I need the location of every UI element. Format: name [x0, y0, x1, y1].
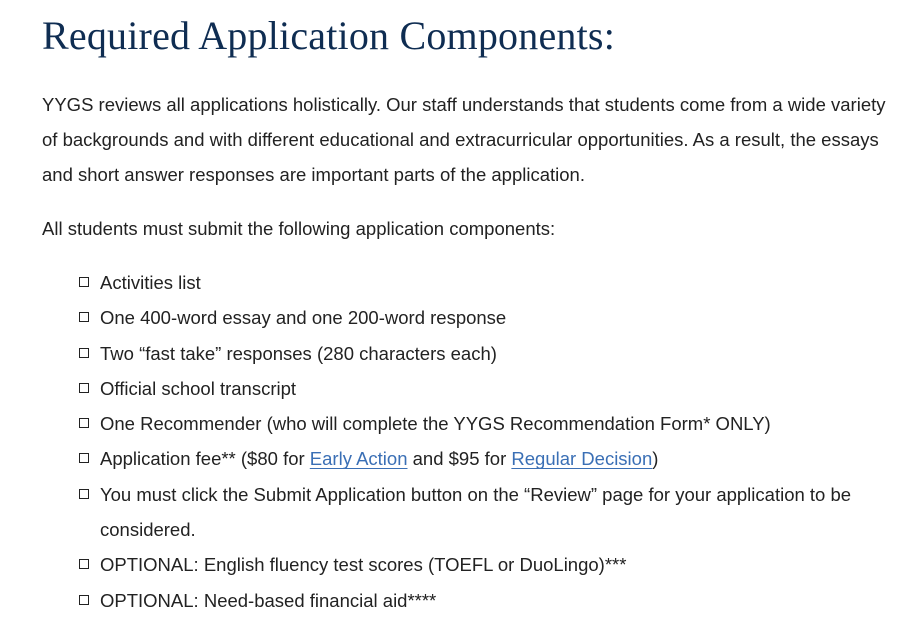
- list-item-essay: [42, 300, 900, 335]
- page-title: Required Application Components:: [42, 13, 616, 58]
- checkbox-icon: [79, 453, 89, 463]
- page-content: [42, 0, 912, 618]
- fee-text-middle: and $95 for: [407, 448, 512, 470]
- list-item-label: Official school transcript: [100, 377, 297, 399]
- fee-text-suffix: ): [652, 448, 659, 470]
- checkbox-icon: [79, 277, 89, 287]
- fee-text-prefix: Application fee** ($80 for: [100, 448, 310, 470]
- list-item-label: OPTIONAL: English fluency test scores (TOEFL or DuoLingo)***: [100, 554, 627, 576]
- list-item-label: You must click the Submit Application button on the “Review” page for your application to be considered.: [100, 483, 852, 541]
- lead-paragraph: All students must submit the following application components:: [42, 218, 556, 239]
- checkbox-icon: [79, 383, 89, 393]
- list-item-submit: [42, 477, 900, 548]
- list-item-transcript: [42, 371, 900, 406]
- list-item-activities: [42, 265, 900, 300]
- list-item-label: Two “fast take” responses (280 characters each): [100, 342, 497, 364]
- components-checklist: [42, 265, 912, 618]
- list-item-financial-aid: [42, 583, 900, 618]
- checkbox-icon: [79, 489, 89, 499]
- early-action-link[interactable]: Early Action: [309, 448, 408, 470]
- list-item-label: Activities list: [100, 272, 201, 293]
- list-item-english-fluency: [42, 547, 900, 582]
- checkbox-icon: [79, 348, 89, 358]
- regular-decision-link[interactable]: Regular Decision: [511, 448, 653, 470]
- list-item-recommender: [42, 406, 900, 441]
- intro-paragraph: YYGS reviews all applications holistically. Our staff understands that students come from a wide variety of backgrounds and with different educational and extracurricular opportunities. As a result, the essays and short answer responses are important parts of the application.: [42, 94, 886, 185]
- checkbox-icon: [79, 312, 89, 322]
- list-item-label: OPTIONAL: Need-based financial aid****: [100, 589, 437, 611]
- list-item-fee: [42, 441, 900, 476]
- checkbox-icon: [79, 595, 89, 605]
- list-item-label: One 400-word essay and one 200-word response: [100, 307, 507, 329]
- list-item-label: One Recommender (who will complete the YYGS Recommendation Form* ONLY): [100, 413, 771, 435]
- list-item-fast-take: [42, 336, 900, 371]
- checkbox-icon: [79, 418, 89, 428]
- checkbox-icon: [79, 559, 89, 569]
